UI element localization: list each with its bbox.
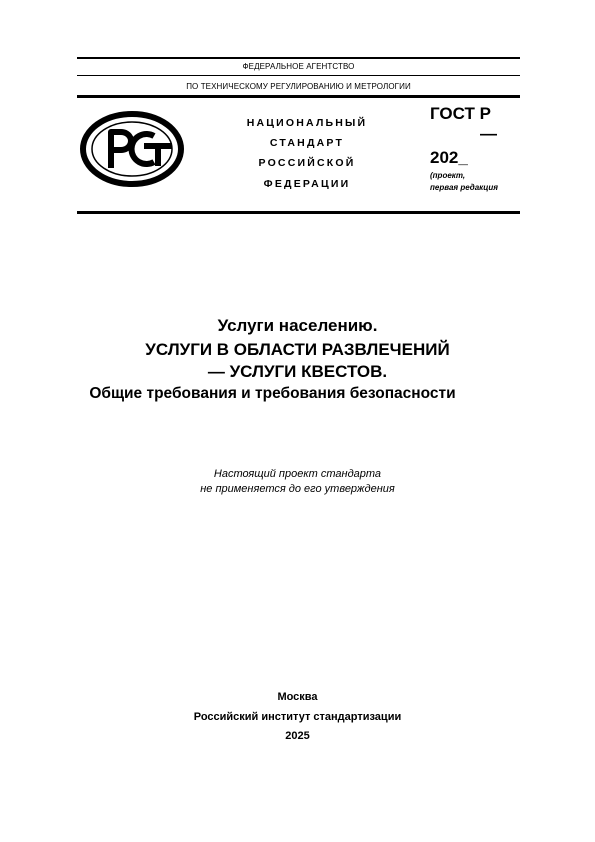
gost-title: ГОСТ Р	[430, 104, 491, 123]
imprint-publisher: Российский институт стандартизации	[193, 711, 402, 723]
gost-dash: —	[480, 124, 497, 143]
agency-line-2: ПО ТЕХНИЧЕСКОМУ РЕГУЛИРОВАНИЮ И МЕТРОЛОГИИ	[186, 82, 411, 91]
imprint-city: Москва	[277, 691, 318, 703]
draft-note	[430, 170, 498, 194]
title-line-4: Общие требования и требования безопасности	[89, 385, 456, 402]
notice-line-1: Настоящий проект стандарта	[213, 468, 382, 480]
national-line-2: СТАНДАРТ	[269, 137, 345, 149]
rst-certification-logo-icon	[80, 110, 184, 188]
agency-line-1: ФЕДЕРАЛЬНОЕ АГЕНТСТВО	[242, 62, 355, 71]
national-line-4: ФЕДЕРАЦИИ	[263, 178, 351, 190]
title-line-3: — УСЛУГИ КВЕСТОВ.	[207, 362, 388, 381]
header-bottom-rule	[77, 211, 520, 214]
notice-line-2: не применяется до его утверждения	[200, 483, 395, 495]
draft-note-line-1: (проект,	[430, 171, 466, 180]
draft-note-line-2: первая редакция	[430, 183, 498, 192]
header-middle-rule	[77, 75, 520, 76]
title-line-1: Услуги населению.	[217, 316, 378, 335]
title-line-2: УСЛУГИ В ОБЛАСТИ РАЗВЛЕЧЕНИЙ	[145, 340, 450, 359]
imprint-year: 2025	[285, 730, 310, 742]
national-line-3: РОССИЙСКОЙ	[258, 157, 356, 169]
header-top-rule	[77, 57, 520, 59]
national-line-1: НАЦИОНАЛЬНЫЙ	[246, 117, 368, 129]
gost-year: 202_	[430, 148, 468, 167]
header-lower-rule	[77, 95, 520, 98]
